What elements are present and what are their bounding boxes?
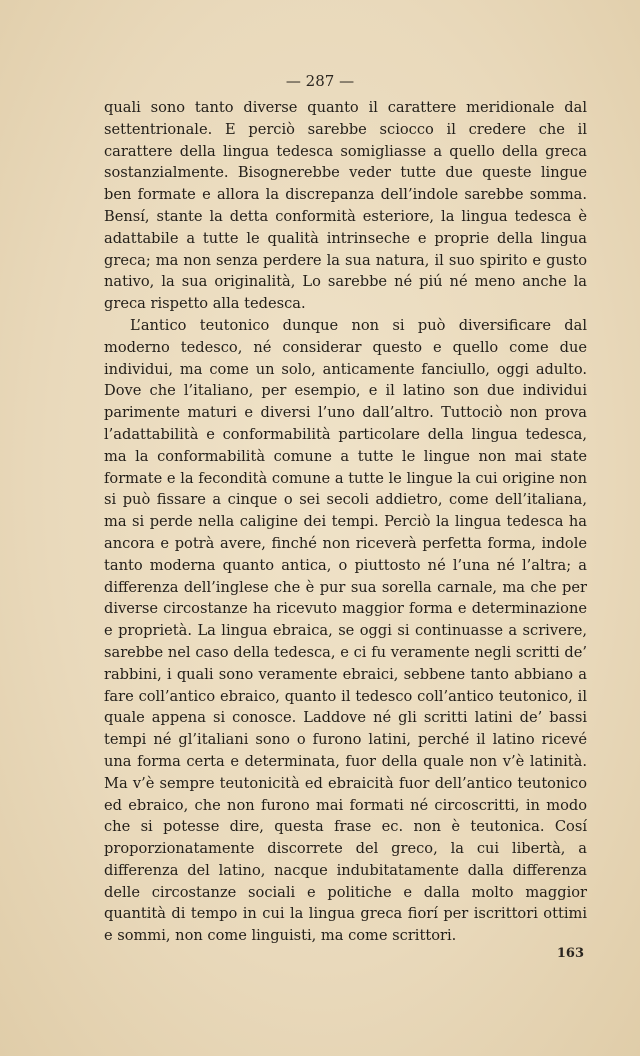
signature-mark: 163 [556,946,584,961]
paragraph-1: quali sono tanto diverse quanto il carattere meridionale dal settentrionale. E perciò sarebbe sciocco il credere che il carattere della lingua tedesca somigliasse a quello della greca sostanzialmente. Bisognerebbe veder tutte due queste lingue ben formate e allora la discrepanza dell’indole sarebbe somma. Bensí, stante la detta conformità esteriore, la lingua tedesca è adattabile a tutte le qualità intrinseche e proprie della lingua greca; ma non senza perdere la sua natura, il suo spirito e gusto nativo, la sua originalità, Lo sarebbe né piú né meno anche la greca rispetto alla tedesca. [104,99,587,313]
page-number: — 287 — [285,72,355,90]
paragraph-2: L’antico teutonico dunque non si può diversificare dal moderno tedesco, né considerar questo e quello come due individui, ma come un solo, anticamente fanciullo, oggi adulto. Dove che l’italiano, per esempio, e il latino son due individui parimente maturi e diversi l’uno dall’altro. Tuttociò non prova l’adattabilità e conformabilità particolare della lingua tedesca, ma la conformabilità comune a tutte le lingue non mai state formate e la fecondità comune a tutte le lingue la cui origine non si può fissare a cinque o sei secoli addietro, come dell’italiana, ma si perde nella caligine dei tempi. Perciò la lingua tedesca ha ancora e potrà avere, finché non riceverà perfetta forma, indole tanto moderna quanto antica, o piuttosto né l’una né l’altra; a differenza dell’inglese che è pur sua sorella carnale, ma che per diverse circostanze ha ricevuto maggior forma e determinazione e proprietà. La lingua ebraica, se oggi si continuasse a scrivere, sarebbe nel caso della tedesca, e ci fu veramente negli scritti de’ rabbini, i quali sono veramente ebraici, sebbene tanto abbiano a fare coll’antico ebraico, quanto il tedesco coll’antico teutonico, il quale appena si conosce. Laddove né gli scritti latini de’ bassi tempi né gl’italiani sono o furono latini, perché il latino ricevé una forma certa e determinata, fuor della quale non v’è latinità. Ma v’è sempre teutonicità ed ebraicità fuor dell’antico teutonico ed ebraico, che non furono mai formati né circoscritti, in modo che si potesse dire, questa frase ec. non è teutonica. Cosí proporzionatamente discorrete del greco, la cui libertà, a differenza del latino, nacque indubitatamente dalla differenza delle circostanze sociali e politiche e dalla molto maggior quantità di tempo in cui la lingua greca fiorí per iscrittori ottimi e sommi, non come linguisti, ma come scrittori. [104,316,587,945]
body-text [104,97,587,947]
